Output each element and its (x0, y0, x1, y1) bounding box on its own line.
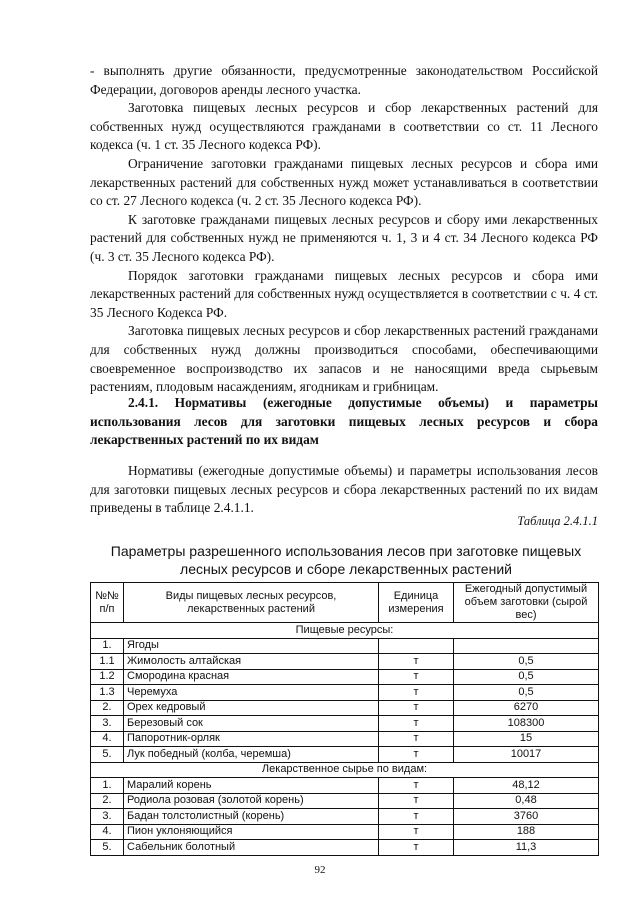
row-name: Орех кедровый (124, 700, 379, 716)
table-row (91, 716, 599, 732)
row-unit: т (379, 654, 454, 670)
row-name: Черемуха (124, 685, 379, 701)
row-num: 2. (91, 700, 124, 716)
row-unit: т (379, 824, 454, 840)
table-row (91, 778, 599, 794)
parameters-table (90, 582, 599, 856)
row-value: 108300 (454, 716, 599, 732)
page-number: 92 (314, 864, 326, 876)
row-num: 1.3 (91, 685, 124, 701)
row-unit: т (379, 685, 454, 701)
row-num: 1.1 (91, 654, 124, 670)
row-name: Пион уклоняющийся (124, 824, 379, 840)
paragraph: Ограничение заготовки гражданами пищевых лесных ресурсов и сбора ими лекарственных растений для собственных нужд может устанавливаться в соответствии со ст. 27 Лесного кодекса (ч. 2 ст. 35 Лесного кодекса РФ). (90, 155, 598, 209)
row-name: Лук победный (колба, черемша) (124, 747, 379, 763)
row-unit: т (379, 809, 454, 825)
row-num: 5. (91, 840, 124, 856)
row-value: 48,12 (454, 778, 599, 794)
header-type: Виды пищевых лесных ресурсов, лекарственных растений (124, 583, 379, 623)
section-heading: 2.4.1. Нормативы (ежегодные допустимые объемы) и параметры использования лесов для заготовки пищевых лесных ресурсов и сбора лекарственных растений по их видам (90, 395, 598, 448)
table-row (91, 840, 599, 856)
row-unit: т (379, 731, 454, 747)
row-num: 3. (91, 716, 124, 732)
intro-paragraph: Нормативы (ежегодные допустимые объемы) и параметры использования лесов для заготовки пищевых лесных ресурсов и сбора лекарственных растений по их видам приведены в таблице 2.4.1.1. (90, 463, 598, 516)
row-num: 4. (91, 731, 124, 747)
paragraph: - выполнять другие обязанности, предусмотренные законодательством Российской Федерации, договоров аренды лесного участка. (90, 63, 598, 97)
row-num: 1.2 (91, 669, 124, 685)
row-unit: т (379, 716, 454, 732)
table-caption: Параметры разрешенного использования лесов при заготовке пищевых лесных ресурсов и сборе лекарственных растений (110, 543, 582, 577)
section-food: Пищевые ресурсы: (91, 623, 599, 639)
row-value: 188 (454, 824, 599, 840)
row-value: 15 (454, 731, 599, 747)
paragraph: Заготовка пищевых лесных ресурсов и сбор лекарственных растений для собственных нужд осуществляются гражданами в соответствии со ст. 11 Лесного кодекса (ч. 1 ст. 35 Лесного кодекса РФ). (90, 100, 598, 153)
row-name: Ягоды (124, 638, 379, 654)
row-value: 6270 (454, 700, 599, 716)
section-medicinal: Лекарственное сырье по видам: (91, 762, 599, 778)
row-unit: т (379, 669, 454, 685)
table-header-row (91, 583, 599, 623)
row-unit: т (379, 778, 454, 794)
row-value: 3760 (454, 809, 599, 825)
row-value: 0,5 (454, 654, 599, 670)
table-row (91, 824, 599, 840)
row-value: 0,5 (454, 669, 599, 685)
table-row (91, 669, 599, 685)
row-name: Березовый сок (124, 716, 379, 732)
paragraph: Заготовка пищевых лесных ресурсов и сбор лекарственных растений гражданами для собственных нужд должны производиться способами, обеспечивающими своевременное воспроизводство их запасов и не наносящими вреда сырьевым растениям, плодовым насаждениям, ягодникам и грибницам. (90, 323, 598, 395)
paragraph: Порядок заготовки гражданами пищевых лесных ресурсов и сбора ими лекарственных растений для собственных нужд осуществляется в соответствии с ч. 4 ст. 35 Лесного Кодекса РФ. (90, 267, 598, 320)
header-volume: Ежегодный допустимый объем заготовки (сырой вес) (454, 583, 599, 623)
row-value: 0,48 (454, 793, 599, 809)
table-row (91, 809, 599, 825)
row-num: 2. (91, 793, 124, 809)
table-row (91, 700, 599, 716)
row-unit: т (379, 840, 454, 856)
row-value (454, 638, 599, 654)
header-num: №№ п/п (91, 583, 124, 623)
row-value: 0,5 (454, 685, 599, 701)
row-num: 1. (91, 778, 124, 794)
section-row (91, 762, 599, 778)
table-row (91, 793, 599, 809)
row-value: 11,3 (454, 840, 599, 856)
row-num: 4. (91, 824, 124, 840)
row-unit (379, 638, 454, 654)
row-num: 3. (91, 809, 124, 825)
table-label: Таблица 2.4.1.1 (517, 514, 598, 528)
table-row (91, 747, 599, 763)
table-row (91, 654, 599, 670)
row-name: Родиола розовая (золотой корень) (124, 793, 379, 809)
section-row (91, 623, 599, 639)
table-row (91, 638, 599, 654)
row-num: 5. (91, 747, 124, 763)
row-value: 10017 (454, 747, 599, 763)
table-row (91, 685, 599, 701)
row-name: Смородина красная (124, 669, 379, 685)
row-unit: т (379, 700, 454, 716)
row-num: 1. (91, 638, 124, 654)
row-unit: т (379, 747, 454, 763)
row-name: Жимолость алтайская (124, 654, 379, 670)
table-row (91, 731, 599, 747)
paragraph: К заготовке гражданами пищевых лесных ресурсов и сбору ими лекарственных растений для собственных нужд не применяются ч. 1, 3 и 4 ст. 34 Лесного кодекса РФ (ч. 3 ст. 35 Лесного кодекса РФ). (90, 211, 598, 264)
header-unit: Единица измерения (379, 583, 454, 623)
row-name: Папоротник-орляк (124, 731, 379, 747)
row-name: Маралий корень (124, 778, 379, 794)
row-unit: т (379, 793, 454, 809)
row-name: Сабельник болотный (124, 840, 379, 856)
body-text (90, 62, 598, 397)
row-name: Бадан толстолистный (корень) (124, 809, 379, 825)
